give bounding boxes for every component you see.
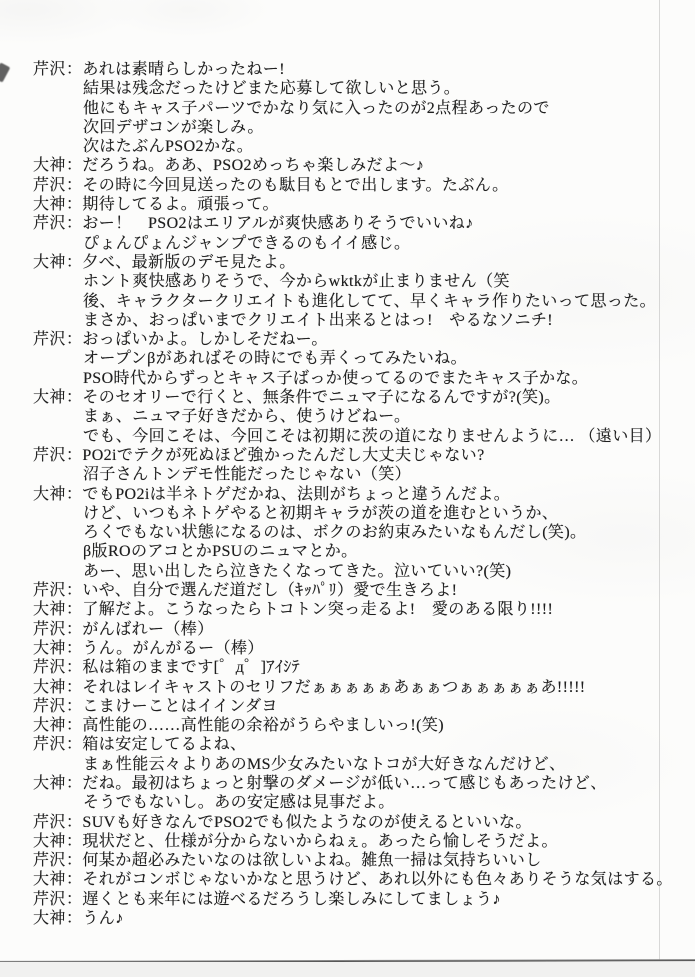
speaker-name: 芹沢 (33, 736, 66, 754)
dialogue-text: でもPO2iは半ネトゲだかね、法則がちょっと違うんだよ。 (82, 485, 511, 503)
dialogue-line (33, 99, 673, 118)
dialogue-text: 遅くとも来年には遊べるだろうし楽しみにしてましょう♪ (82, 890, 501, 908)
dialogue-line (33, 311, 673, 330)
dialogue-text: PO2iでテクが死ぬほど強かったんだし大丈夫じゃない? (82, 446, 485, 464)
dialogue-text: それはレイキャストのセリフだぁぁぁぁぁあぁぁつぁぁぁぁぁあ!!!!! (82, 678, 586, 696)
dialogue-line (33, 600, 673, 619)
speaker-separator: ： (66, 389, 83, 407)
speaker-separator: ： (66, 910, 83, 928)
dialogue-text: 箱は安定してるよね、 (82, 736, 247, 754)
dialogue-text: 夕べ、最新版のデモ見たよ。 (82, 253, 296, 271)
speaker-name: 芹沢 (33, 215, 66, 233)
dialogue-text: うん♪ (82, 910, 124, 928)
dialogue-text: オープンβがあればその時にでも弄くってみたいね。 (83, 350, 467, 368)
dialogue-text: ろくでもない状態になるのは、ボクのお約束みたいなもんだし(笑)。 (83, 524, 587, 542)
speaker-name: 芹沢 (33, 176, 66, 194)
speaker-name: 大神 (33, 639, 66, 657)
dialogue-text: おっぱいかよ。しかしそだねー。 (82, 331, 328, 349)
speaker-separator: ： (66, 774, 83, 792)
speaker-name: 大神 (33, 196, 66, 214)
dialogue-text: そうでもないし。あの安定感は見事だよ。 (83, 794, 395, 812)
dialogue-line (33, 523, 673, 542)
speaker-separator: ： (66, 215, 83, 233)
dialogue-line (33, 716, 673, 735)
speaker-separator: ： (66, 601, 83, 619)
speaker-separator: ： (66, 620, 83, 638)
dialogue-text: ぴょんぴょんジャンプできるのもイイ感じ。 (83, 234, 411, 252)
dialogue-line (33, 909, 673, 928)
dialogue-line (33, 870, 673, 889)
dialogue-line (33, 253, 673, 272)
dialogue-line (33, 79, 673, 98)
speaker-name: 芹沢 (33, 659, 66, 677)
speaker-separator: ： (66, 813, 83, 831)
speaker-name: 大神 (33, 871, 66, 889)
speaker-separator: ： (66, 157, 83, 175)
dialogue-text: がんばれー（棒） (82, 620, 214, 638)
dialogue-text: 後、キャラクタークリエイトも進化してて、早くキャラ作りたいって思った。 (83, 292, 657, 310)
dialogue-text: まぁ、ニュマ子好きだから、使うけどねー。 (83, 408, 411, 426)
speaker-separator: ： (66, 832, 83, 850)
dialogue-line (33, 292, 673, 311)
dialogue-text: それがコンボじゃないかなと思うけど、あれ以外にも色々ありそうな気はする。 (82, 871, 673, 889)
dialogue-line (33, 542, 673, 561)
dialogue-text: おー！ PSO2はエリアルが爽快感ありそうでいいね♪ (82, 215, 474, 233)
speaker-name: 芹沢 (33, 697, 66, 715)
speaker-separator: ： (66, 890, 83, 908)
dialogue-text: いや、自分で選んだ道だし（ｷｯﾊﾟﾘ）愛で生きろよ! (82, 582, 458, 600)
speaker-name: 大神 (33, 678, 66, 696)
dialogue-text: 結果は残念だったけどまた応募して欲しいと思う。 (83, 80, 461, 98)
dialogue-line (33, 581, 673, 600)
dialogue-line (33, 504, 673, 523)
dialogue-text: 何某か超必みたいなのは欲しいよね。雑魚一掃は気持ちいいし (82, 852, 542, 870)
speaker-separator: ： (66, 736, 83, 754)
speaker-separator: ： (66, 253, 83, 271)
dialogue-transcript (33, 60, 673, 928)
speaker-name: 大神 (33, 485, 66, 503)
dialogue-line (33, 562, 673, 581)
dialogue-line (33, 485, 673, 504)
speaker-separator: ： (66, 485, 83, 503)
dialogue-line (33, 234, 673, 253)
dialogue-line (33, 735, 673, 754)
dialogue-line (33, 156, 673, 175)
scan-page-right-edge-line (659, 0, 660, 961)
dialogue-text: 現状だと、仕様が分からないからねぇ。あったら愉しそうだよ。 (82, 832, 558, 850)
dialogue-text: SUVも好きなんでPSO2でも似たようなのが使えるといいな。 (82, 813, 532, 831)
dialogue-line (33, 176, 673, 195)
speaker-name: 芹沢 (33, 331, 66, 349)
dialogue-line (33, 388, 673, 407)
dialogue-line (33, 349, 673, 368)
dialogue-text: ホント爽快感ありそうで、今からwktkが止まりません（笑 (83, 273, 510, 291)
speaker-name: 芹沢 (33, 890, 66, 908)
dialogue-text: PSO時代からずっとキャス子ばっか使ってるのでまたキャス子かな。 (83, 369, 589, 387)
dialogue-text: こまけーことはイインダヨ (82, 697, 278, 715)
speaker-name: 大神 (33, 389, 66, 407)
dialogue-text: うん。がんがるー（棒） (82, 639, 264, 657)
dialogue-text: だろうね。ああ、PSO2めっちゃ楽しみだよ～♪ (82, 157, 425, 175)
scan-bottom-margin (0, 962, 695, 977)
speaker-name: 芹沢 (33, 620, 66, 638)
speaker-separator: ： (66, 176, 83, 194)
dialogue-line (33, 137, 673, 156)
dialogue-line (33, 813, 673, 832)
speaker-separator: ： (66, 697, 83, 715)
dialogue-text: あー、思い出したら泣きたくなってきた。泣いていい?(笑) (83, 562, 512, 580)
speaker-name: 大神 (33, 601, 66, 619)
speaker-separator: ： (66, 331, 83, 349)
speaker-separator: ： (66, 639, 83, 657)
dialogue-text: 次回デザコンが楽しみ。 (83, 118, 264, 136)
dialogue-line (33, 369, 673, 388)
speaker-name: 芹沢 (33, 852, 66, 870)
dialogue-text: 次はたぶんPSO2かな。 (83, 138, 254, 156)
speaker-name: 大神 (33, 832, 66, 850)
speaker-name: 大神 (33, 157, 66, 175)
scan-smudge-left-edge (0, 62, 10, 82)
dialogue-line (33, 60, 673, 79)
dialogue-text: 他にもキャス子パーツでかなり気に入ったのが2点程あったので (83, 99, 550, 117)
dialogue-text: 私は箱のままです[゜д゜]ｱｲｼﾃ (82, 659, 301, 677)
speaker-name: 芹沢 (33, 61, 66, 78)
speaker-name: 芹沢 (33, 813, 66, 831)
speaker-name: 大神 (33, 910, 66, 928)
dialogue-text: 高性能の……高性能の余裕がうらやましいっ!(笑) (82, 717, 444, 735)
speaker-separator: ： (66, 871, 83, 889)
dialogue-line (33, 620, 673, 639)
speaker-name: 大神 (33, 774, 66, 792)
dialogue-text: だね。最初はちょっと射撃のダメージが低い…って感じもあったけど、 (82, 774, 607, 792)
dialogue-text: でも、今回こそは、今回こそは初期に茨の道になりませんように… （遠い目） (83, 427, 662, 445)
dialogue-line (33, 755, 673, 774)
dialogue-line (33, 118, 673, 137)
speaker-separator: ： (66, 61, 83, 78)
speaker-name: 大神 (33, 717, 66, 735)
dialogue-line (33, 330, 673, 349)
dialogue-line (33, 793, 673, 812)
dialogue-line (33, 195, 673, 214)
dialogue-line (33, 678, 673, 697)
dialogue-text: まさか、おっぱいまでクリエイト出来るとはっ! やるなソニチ! (83, 311, 554, 329)
dialogue-text: あれは素晴らしかったねー! (82, 61, 285, 78)
speaker-name: 芹沢 (33, 446, 66, 464)
speaker-separator: ： (66, 852, 83, 870)
speaker-separator: ： (66, 659, 83, 677)
speaker-name: 大神 (33, 253, 66, 271)
dialogue-text: 了解だよ。こうなったらトコトン突っ走るよ! 愛のある限り!!!! (82, 601, 554, 619)
dialogue-line (33, 658, 673, 677)
dialogue-text: まぁ性能云々よりあのMS少女みたいなトコが大好きなんだけど、 (83, 755, 566, 773)
dialogue-line (33, 697, 673, 716)
dialogue-line (33, 407, 673, 426)
speaker-name: 芹沢 (33, 582, 66, 600)
dialogue-line (33, 832, 673, 851)
dialogue-text: 期待してるよ。頑張って。 (82, 196, 279, 214)
dialogue-text: そのセオリーで行くと、無条件でニュマ子になるんですが?(笑)。 (82, 389, 561, 407)
speaker-separator: ： (66, 717, 83, 735)
speaker-separator: ： (66, 678, 83, 696)
dialogue-line (33, 890, 673, 909)
dialogue-line (33, 465, 673, 484)
dialogue-line (33, 446, 673, 465)
speaker-separator: ： (66, 446, 83, 464)
dialogue-line (33, 214, 673, 233)
dialogue-line (33, 774, 673, 793)
dialogue-line (33, 427, 673, 446)
dialogue-line (33, 639, 673, 658)
dialogue-line (33, 272, 673, 291)
dialogue-text: その時に今回見送ったのも駄目もとで出します。たぶん。 (82, 176, 509, 194)
dialogue-line (33, 851, 673, 870)
dialogue-text: 沼子さんトンデモ性能だったじゃない（笑） (83, 466, 412, 484)
speaker-separator: ： (66, 582, 83, 600)
dialogue-text: けど、いつもネトゲやると初期キャラが茨の道を進むというか、 (83, 504, 559, 522)
dialogue-text: β版ROのアコとかPSUのニュマとか。 (83, 543, 358, 561)
speaker-separator: ： (66, 196, 83, 214)
